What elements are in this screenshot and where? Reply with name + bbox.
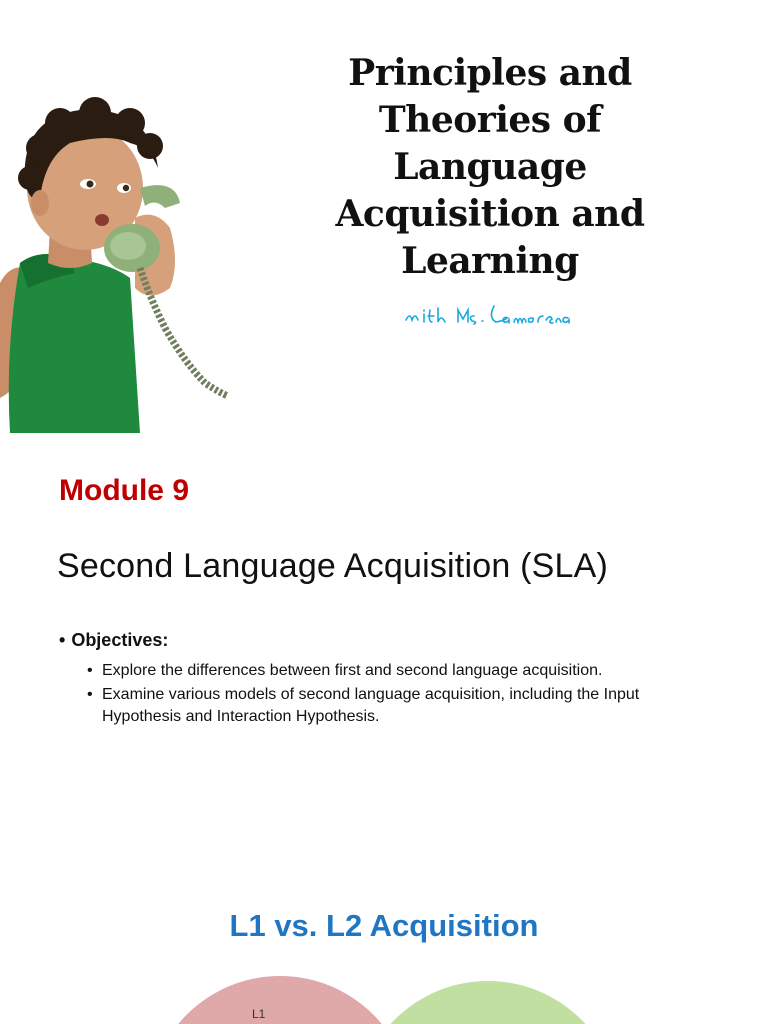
objective-text: Explore the differences between first and second language acquisition. [102,662,603,679]
module-label: Module 9 [59,474,190,507]
venn-circle-right [356,981,620,1024]
child-on-phone-photo [0,88,228,433]
venn-circle-left [148,976,412,1024]
objectives-heading [59,630,168,651]
list-item [87,660,707,682]
list-item [87,684,707,728]
venn-left-label: L1 [252,1007,266,1021]
title-line: Acquisition and [335,193,645,235]
objectives-list [87,660,707,730]
objective-text: Examine various models of second language acquisition, including the Input Hypothesis and Interaction Hypothesis. [102,686,640,725]
objectives-label: Objectives: [71,630,169,650]
comparison-slide [0,868,768,1024]
deck-title [280,50,700,285]
cover-slide [0,0,768,444]
title-line: Learning [401,240,579,282]
title-line: Principles and [348,52,632,94]
title-line: Theories of Language [378,99,602,188]
bullet-icon: • [59,630,66,650]
bullet-icon: • [87,662,93,679]
venn-diagram [0,968,768,1024]
comparison-heading: L1 vs. L2 Acquisition [229,908,539,943]
module-slide [0,444,768,762]
module-heading: Second Language Acquisition (SLA) [57,547,608,585]
handwritten-signature [402,296,582,332]
bullet-icon: • [87,686,93,703]
